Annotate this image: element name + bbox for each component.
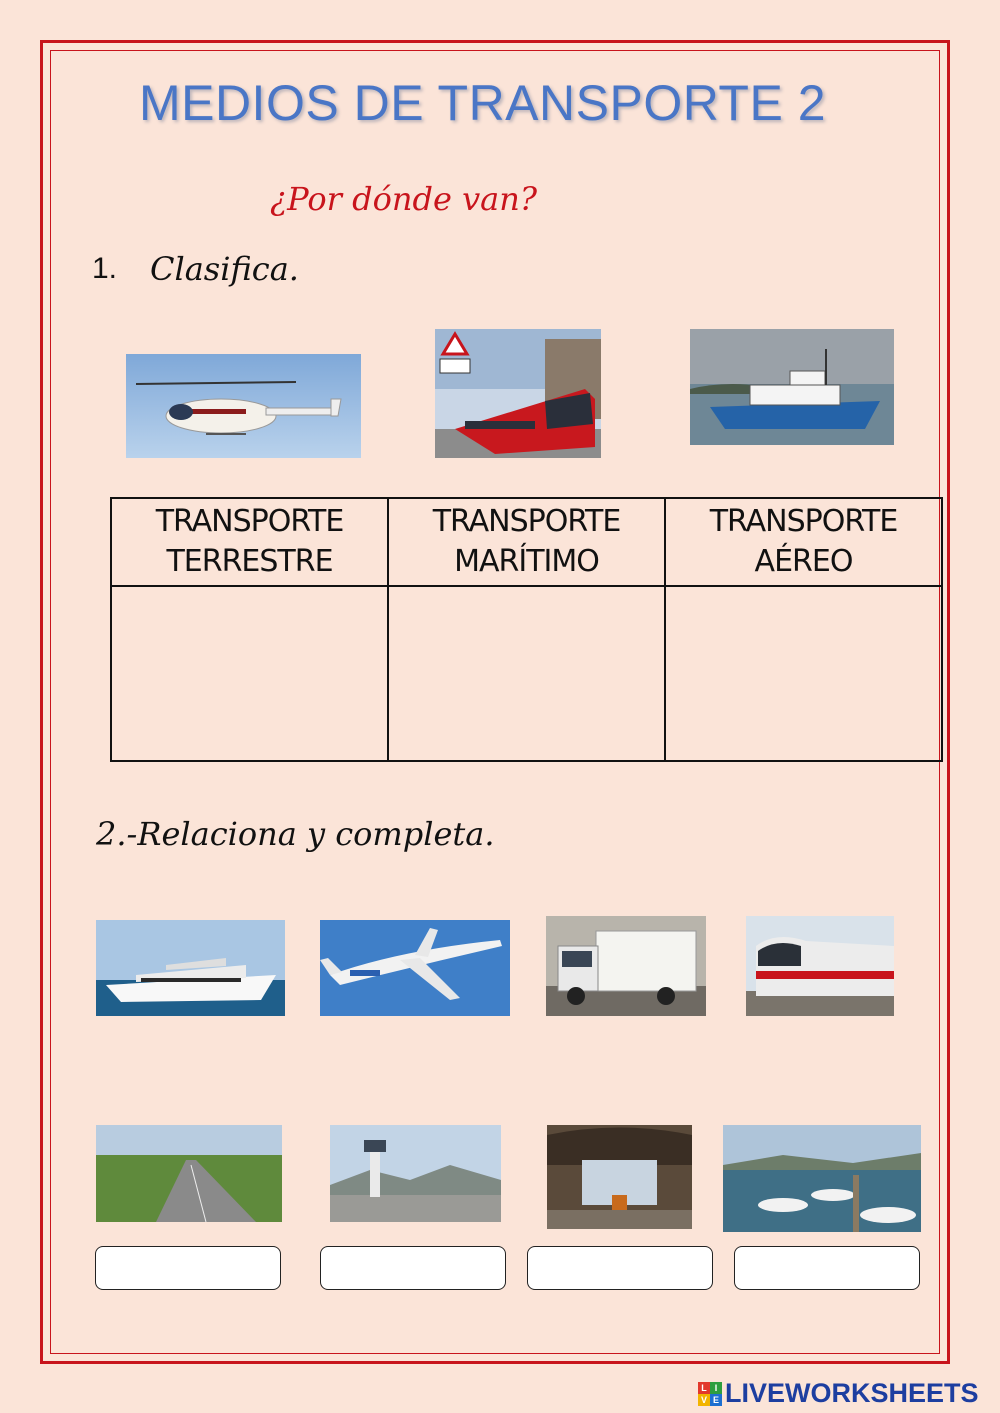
header-aereo: TRANSPORTE AÉREO xyxy=(665,498,942,586)
logo-text: LIVEWORKSHEETS xyxy=(725,1378,979,1408)
drop-zone-aereo[interactable] xyxy=(665,586,942,761)
header-terrestre: TRANSPORTE TERRESTRE xyxy=(111,498,388,586)
logo-mark-icon: L I V E xyxy=(698,1382,722,1406)
harbor-photo[interactable] xyxy=(723,1125,921,1232)
section2-heading: 2.-Relaciona y completa. xyxy=(96,815,495,853)
section1-heading: Clasifica. xyxy=(150,250,299,288)
answer-input-4[interactable] xyxy=(734,1246,920,1290)
liveworksheets-logo xyxy=(698,1378,979,1409)
helicopter-photo[interactable] xyxy=(126,354,361,458)
train-photo[interactable] xyxy=(746,916,894,1016)
section1-number: 1. xyxy=(92,252,118,285)
truck-photo[interactable] xyxy=(546,916,706,1016)
drop-zone-maritimo[interactable] xyxy=(388,586,665,761)
boat-photo[interactable] xyxy=(690,329,894,445)
airport-photo[interactable] xyxy=(330,1125,501,1222)
page-subtitle: ¿Por dónde van? xyxy=(270,180,537,218)
answer-input-1[interactable] xyxy=(95,1246,281,1290)
drop-zone-terrestre[interactable] xyxy=(111,586,388,761)
header-maritimo: TRANSPORTE MARÍTIMO xyxy=(388,498,665,586)
page-title: MEDIOS DE TRANSPORTE 2 xyxy=(138,75,827,131)
classification-table xyxy=(110,497,943,762)
answer-input-3[interactable] xyxy=(527,1246,713,1290)
answer-input-2[interactable] xyxy=(320,1246,506,1290)
airplane-photo[interactable] xyxy=(320,920,510,1016)
yacht-photo[interactable] xyxy=(96,920,285,1016)
train-station-photo[interactable] xyxy=(547,1125,692,1229)
tram-photo[interactable] xyxy=(435,329,601,458)
highway-photo[interactable] xyxy=(96,1125,282,1222)
